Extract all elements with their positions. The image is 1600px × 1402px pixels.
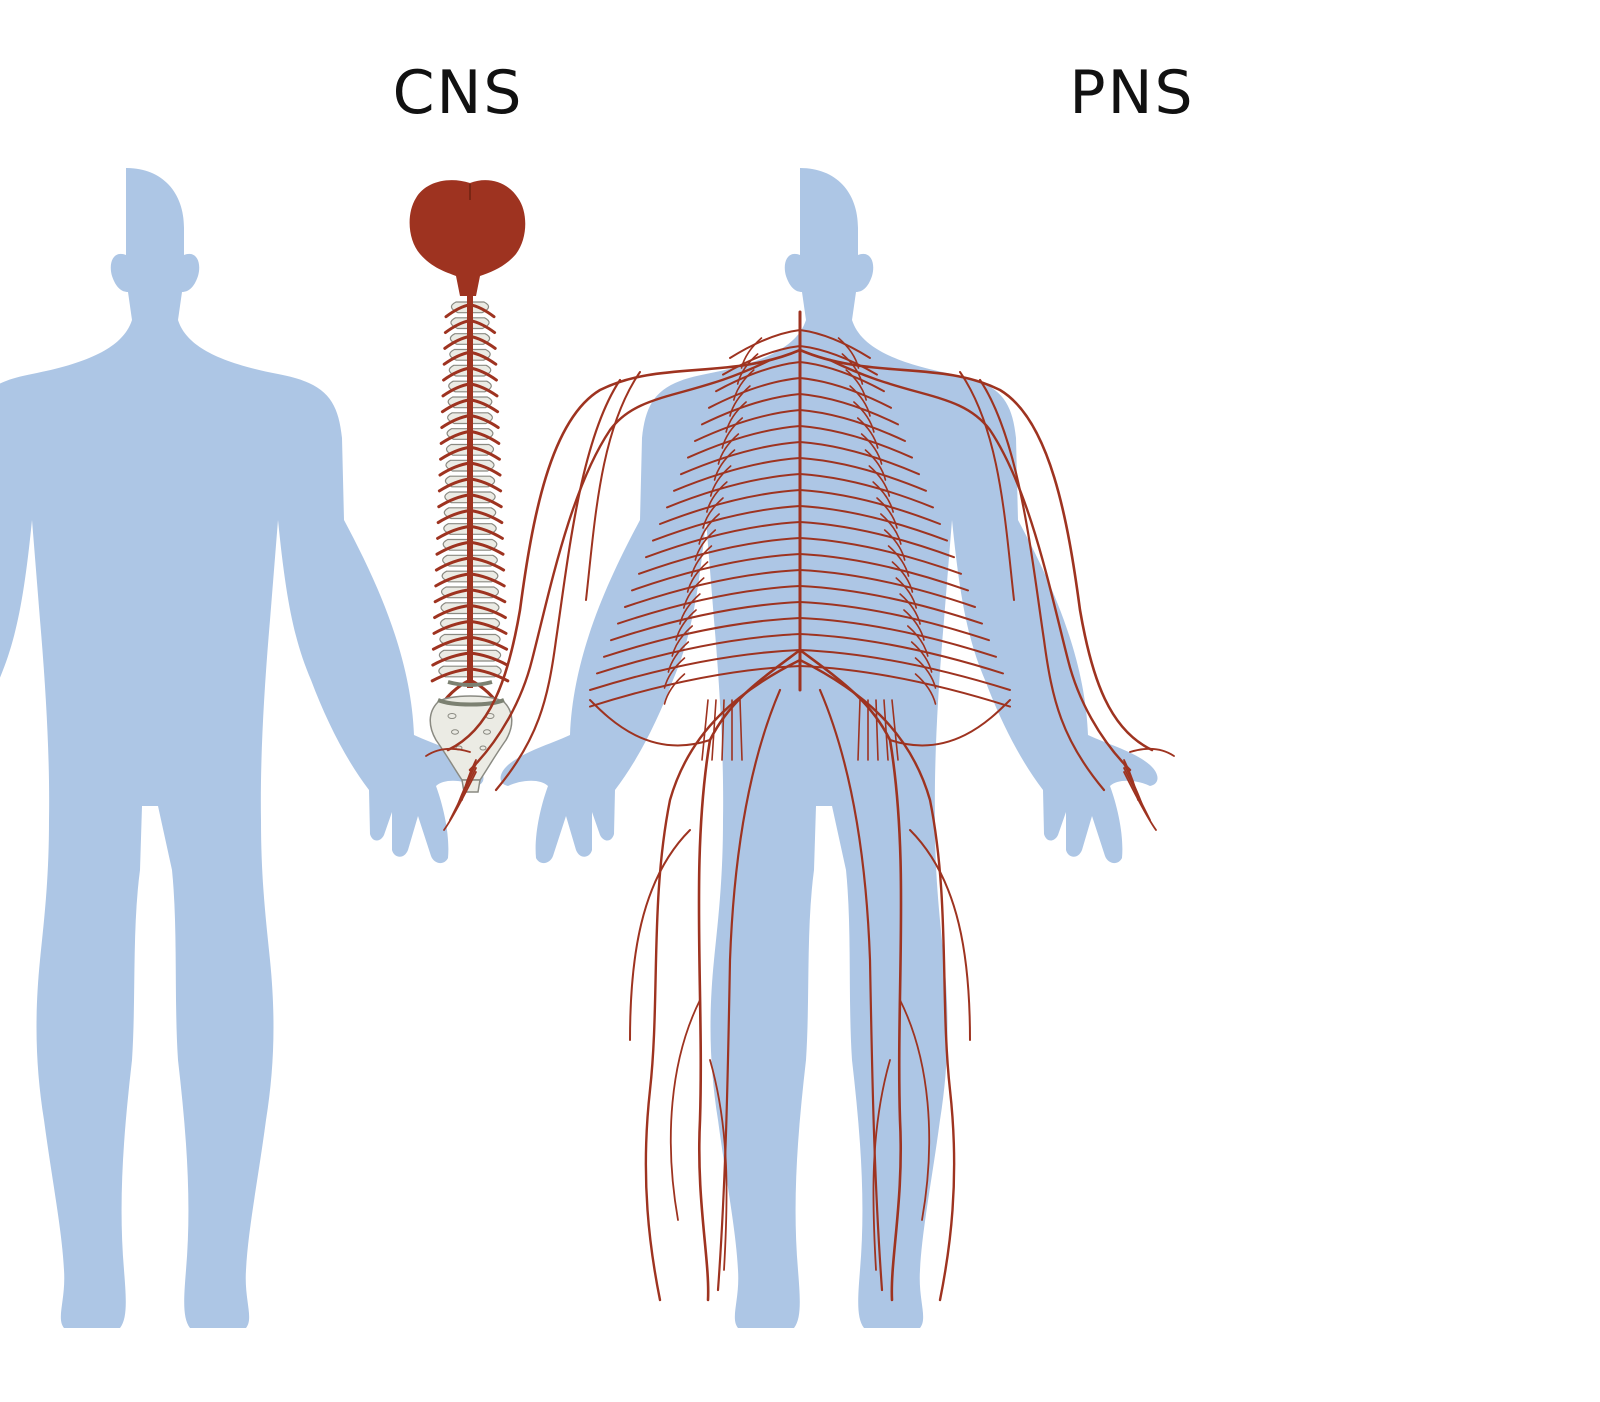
pns-body-silhouette <box>501 168 1158 1328</box>
cns-figure <box>0 168 525 1328</box>
leg-nerve <box>671 1000 700 1220</box>
spinal-column <box>432 294 508 710</box>
pns-title: PNS <box>1069 58 1195 128</box>
cns-body-silhouette <box>0 168 484 1328</box>
brain <box>410 180 526 296</box>
cns-title: CNS <box>392 58 524 128</box>
pns-figure <box>426 168 1174 1328</box>
